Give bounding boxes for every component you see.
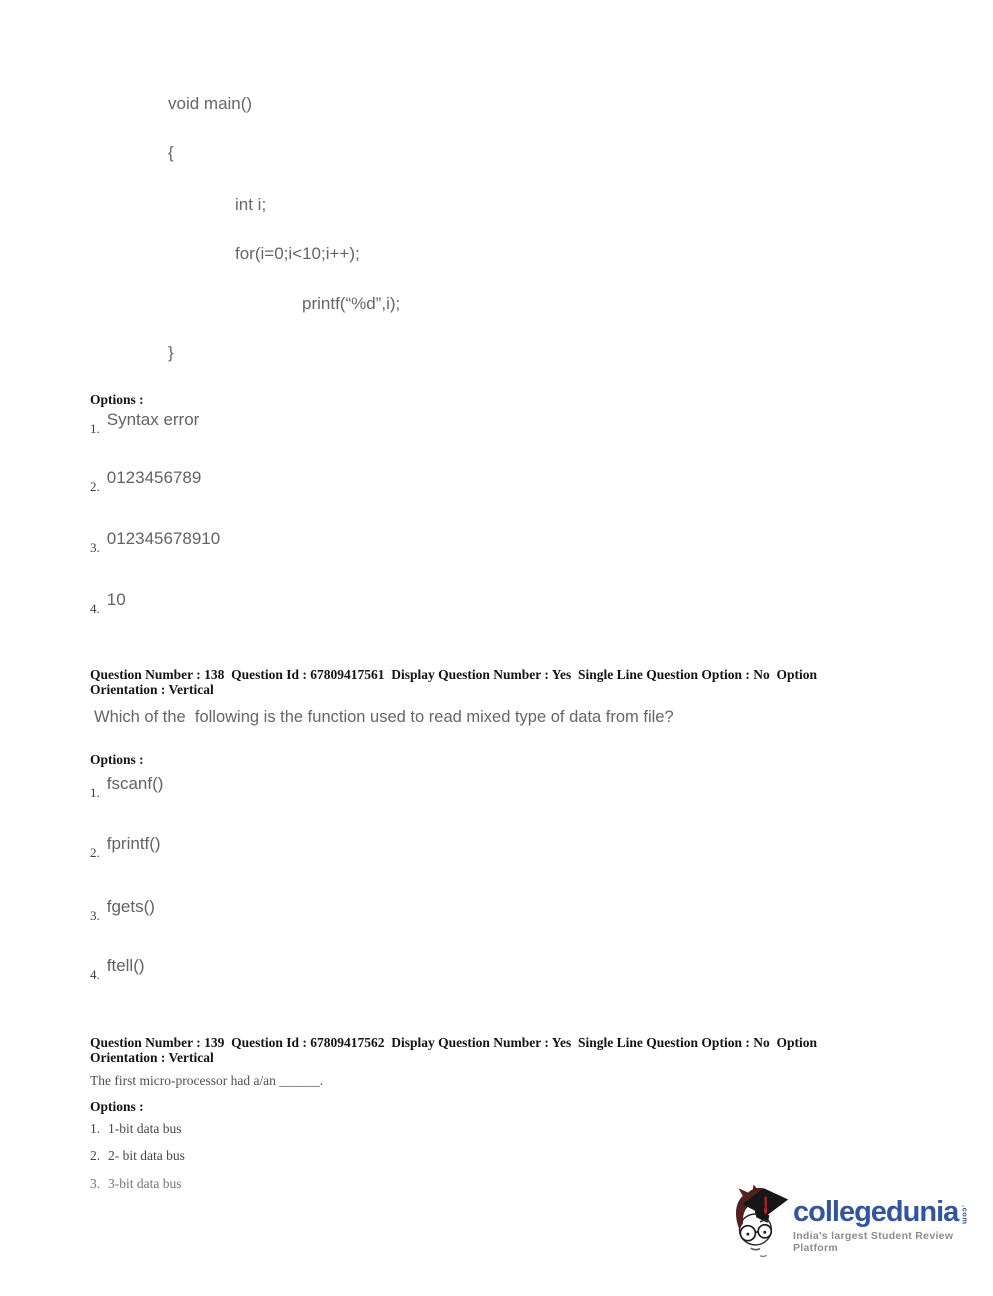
options-heading: Options : [90, 1099, 144, 1114]
code-line: void main() [168, 94, 253, 113]
option-row [90, 774, 164, 800]
option-row [90, 956, 145, 982]
option-row [90, 590, 126, 616]
option-text: fscanf() [106, 774, 164, 793]
options-heading: Options : [90, 752, 144, 767]
option-number: 1. [90, 1121, 101, 1136]
brand-wordmark: collegedunia [793, 1196, 959, 1228]
option-number: 1. [90, 785, 100, 800]
option-text: ftell() [106, 956, 145, 975]
option-row [90, 897, 155, 923]
option-text: 2- bit data bus [108, 1148, 185, 1163]
option-number: 2. [90, 1148, 101, 1163]
option-row [90, 834, 161, 860]
option-number: 3. [90, 540, 100, 555]
option-row [90, 468, 202, 494]
option-number: 2. [90, 479, 100, 494]
option-row [90, 1121, 182, 1137]
question-header: Question Number : 139 Question Id : 67809417562 Display Question Number : Yes Single Line Question Option : No Option Orientation : Vertical [90, 1035, 821, 1065]
question-text: Which of the following is the function used to read mixed type of data from file? [94, 708, 674, 726]
option-text: 10 [106, 590, 126, 609]
option-row [90, 529, 221, 555]
mascot-icon [731, 1184, 791, 1263]
code-line: } [168, 343, 174, 362]
option-row [90, 410, 200, 436]
option-text: 3-bit data bus [108, 1176, 182, 1190]
option-number: 2. [90, 845, 100, 860]
code-line: { [168, 143, 174, 162]
option-text: 1-bit data bus [108, 1121, 182, 1136]
collegedunia-logo [731, 1184, 993, 1263]
option-number: 4. [90, 601, 100, 616]
option-text: Syntax error [106, 410, 200, 429]
option-text: 0123456789 [106, 468, 202, 487]
option-row [90, 1148, 185, 1164]
option-number: 4. [90, 967, 100, 982]
option-text: fgets() [106, 897, 155, 916]
option-text: 012345678910 [106, 529, 221, 548]
brand-tagline: India's largest Student Review Platform [793, 1230, 954, 1254]
code-line: int i; [235, 195, 267, 214]
option-row [90, 1176, 182, 1190]
option-number: 1. [90, 421, 100, 436]
brand-tld: .com [960, 1205, 970, 1225]
question-text: The first micro-processor had a/an ______. [90, 1073, 324, 1088]
code-line: printf(“%d”,i); [302, 294, 401, 313]
option-text: fprintf() [106, 834, 161, 853]
question-header: Question Number : 138 Question Id : 67809417561 Display Question Number : Yes Single Line Question Option : No Option Orientation : Vertical [90, 667, 821, 697]
code-line: for(i=0;i<10;i++); [235, 244, 360, 263]
option-number: 3. [90, 908, 100, 923]
options-heading: Options : [90, 392, 144, 407]
option-number: 3. [90, 1176, 101, 1190]
